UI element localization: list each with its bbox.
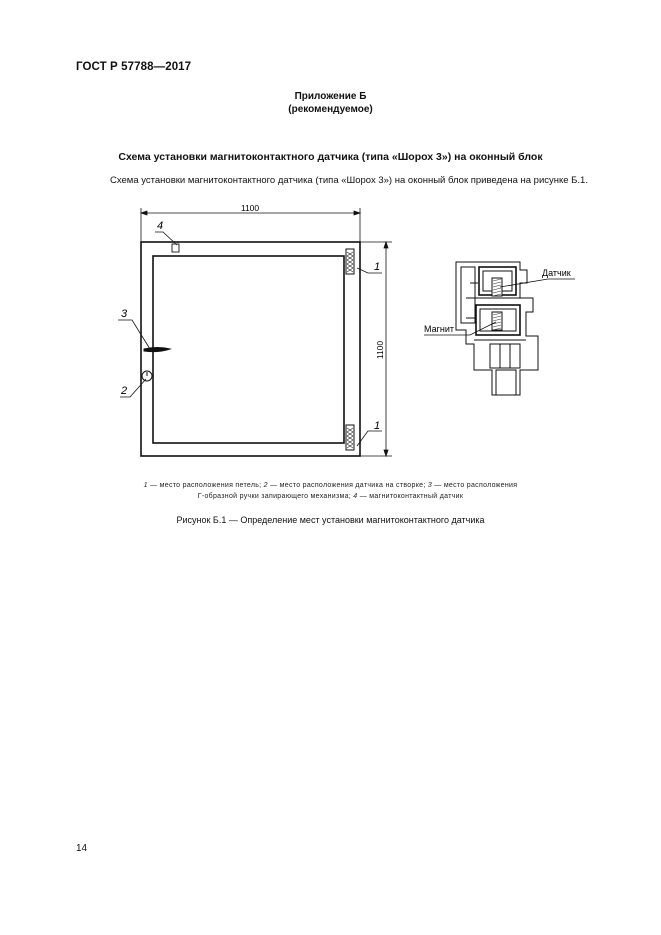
section-heading: Схема установки магнитоконтактного датчика (типа «Шорох 3») на оконный блок — [118, 151, 543, 163]
callout-3: 3 — [121, 308, 128, 320]
window-front-view — [141, 242, 360, 456]
window-sash — [153, 256, 344, 443]
standard-code: ГОСТ Р 57788—2017 — [76, 61, 192, 73]
legend-line-2 — [0, 492, 661, 503]
legend-line-1 — [0, 481, 661, 492]
sensor-square — [172, 244, 179, 252]
label-magnet: Магнит — [424, 324, 455, 334]
section-text: Схема установки магнитоконтактного датчика (типа «Шорох 3») на оконный блок приведена на рисунке Б.1. — [110, 175, 588, 186]
callout-4: 4 — [157, 220, 164, 232]
legend-num-2: 2 — [263, 482, 268, 489]
page-number: 14 — [76, 843, 88, 854]
legend-num-1: 1 — [143, 482, 148, 489]
callout-1-top: 1 — [374, 261, 381, 273]
legend-num-3: 3 — [427, 482, 433, 489]
legend-text-4: — магнитоконтактный датчик — [357, 492, 464, 500]
appendix-label: Приложение Б — [294, 91, 367, 102]
legend-text-3: — место расположения — [432, 482, 518, 489]
dimension-width-label: 1100 — [240, 203, 260, 213]
window-outer-frame — [141, 242, 360, 456]
label-sensor: Датчик — [542, 268, 571, 278]
legend-text-1: — место расположения петель; — [147, 482, 264, 489]
dimension-width — [141, 208, 360, 242]
dimension-height-label: 1100 — [375, 340, 385, 360]
handle-shape — [144, 348, 170, 352]
legend-text-3-cont: Г-образной ручки запирающего механизма; — [197, 492, 354, 500]
figure-caption: Рисунок Б.1 — Определение мест установки магнитоконтактного датчика — [176, 515, 485, 525]
callout-1-bottom: 1 — [374, 420, 381, 432]
legend-num-4: 4 — [353, 492, 358, 500]
callout-lines — [118, 232, 382, 446]
legend-text-2: — место расположения датчика на створке; — [267, 482, 428, 489]
figure-legend — [0, 481, 661, 502]
callout-2: 2 — [121, 385, 128, 397]
appendix-status: (рекомендуемое) — [288, 103, 373, 115]
